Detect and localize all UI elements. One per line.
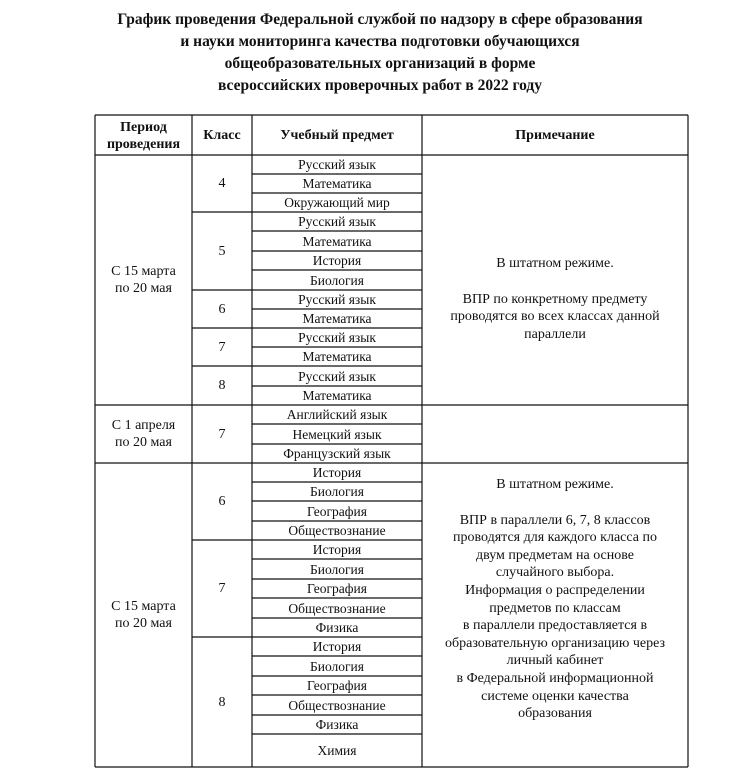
header-subject: Учебный предмет [280,128,394,143]
period-line: С 15 марта [111,599,176,614]
grade-cell: 8 [218,378,226,393]
header-period [95,116,192,155]
period-cell [95,463,192,767]
note-line: в параллели предоставляется в [462,618,648,634]
note-line: личный кабинет [506,653,604,669]
subject-cell: Обществознание [288,600,386,616]
subject-cell: Французский язык [283,446,391,461]
subject-cell: Математика [302,311,372,326]
subject-cell: Биология [309,658,364,674]
note-line: в Федеральной информационной [456,670,654,686]
subject-cell: Математика [302,233,372,249]
subject-cell: Русский язык [298,330,376,345]
subject-cell: Биология [309,272,364,288]
subject-cell: Обществознание [288,523,386,538]
period-line: С 15 марта [111,264,176,279]
title-line: всероссийских проверочных работ в 2022 году [217,77,543,94]
grade-cell: 7 [218,339,226,355]
subject-cell: Математика [302,176,372,191]
note-line: случайного выбора. [495,565,615,581]
note-line: системе оценки качества [481,688,629,704]
note-line: образования [518,706,592,722]
grade-cell: 7 [218,581,226,596]
subject-cell: Обществознание [288,697,386,713]
grade-cell: 5 [218,243,226,259]
subject-cell: Русский язык [298,157,376,172]
subject-cell: Математика [302,349,372,364]
note-line: Информация о распределении [465,582,645,598]
grade-cell: 7 [218,426,226,442]
note-cell-2 [422,476,688,766]
grade-cell: 4 [218,176,226,191]
note-line: проводятся для каждого класса по [453,530,657,546]
title-line: и науки мониторинга качества подготовки обучающихся [180,33,580,50]
period-line: С 1 апреля [111,418,176,433]
note-line: двум предметам на основе [475,547,634,563]
subject-cell: Русский язык [298,214,376,229]
period-line: по 20 мая [115,435,172,450]
title-line: График проведения Федеральной службой по надзору в сфере образования [117,11,643,28]
header-period-line: Период [120,119,167,135]
note-line: ВПР по конкретному предмету [462,291,648,307]
subject-cell: Химия [317,743,357,758]
note-line: предметов по классам [489,600,621,616]
subject-cell: Русский язык [298,368,376,384]
period-line: по 20 мая [115,616,172,631]
subject-cell: История [312,639,362,654]
note-line: В штатном режиме. [496,477,614,492]
period-cell [95,155,192,405]
note-line: проводятся во всех классах данной [450,309,660,325]
period-cell [95,405,192,463]
subject-cell: Русский язык [298,292,376,307]
header-period-line: проведения [106,136,181,152]
note-line: ВПР в параллели 6, 7, 8 классов [459,512,651,528]
subject-cell: Физика [315,717,359,732]
subject-cell: География [307,678,367,693]
note-line: параллели [524,326,586,342]
subject-cell: Немецкий язык [292,426,382,442]
subject-cell: История [312,253,362,268]
header-grade: Класс [203,128,241,143]
subject-cell: Физика [315,620,359,635]
subject-cell: География [307,503,367,519]
subject-cell: Окружающий мир [284,195,390,210]
header-note: Примечание [515,128,595,143]
subject-cell: История [312,465,362,480]
title-line: общеобразовательных организаций в форме [224,55,536,72]
grade-cell: 6 [218,301,226,317]
subject-cell: История [312,542,362,557]
grade-cell: 8 [218,694,226,710]
subject-cell: Английский язык [286,407,388,422]
note-line: В штатном режиме. [496,256,614,271]
grade-cell: 6 [218,494,226,509]
subject-cell: Биология [309,484,364,499]
note-cell-1 [422,255,688,365]
subject-cell: Математика [302,388,372,403]
subject-cell: Биология [309,561,364,577]
note-line: образовательную организацию через [444,635,665,651]
period-line: по 20 мая [115,281,172,296]
subject-cell: География [307,581,367,596]
